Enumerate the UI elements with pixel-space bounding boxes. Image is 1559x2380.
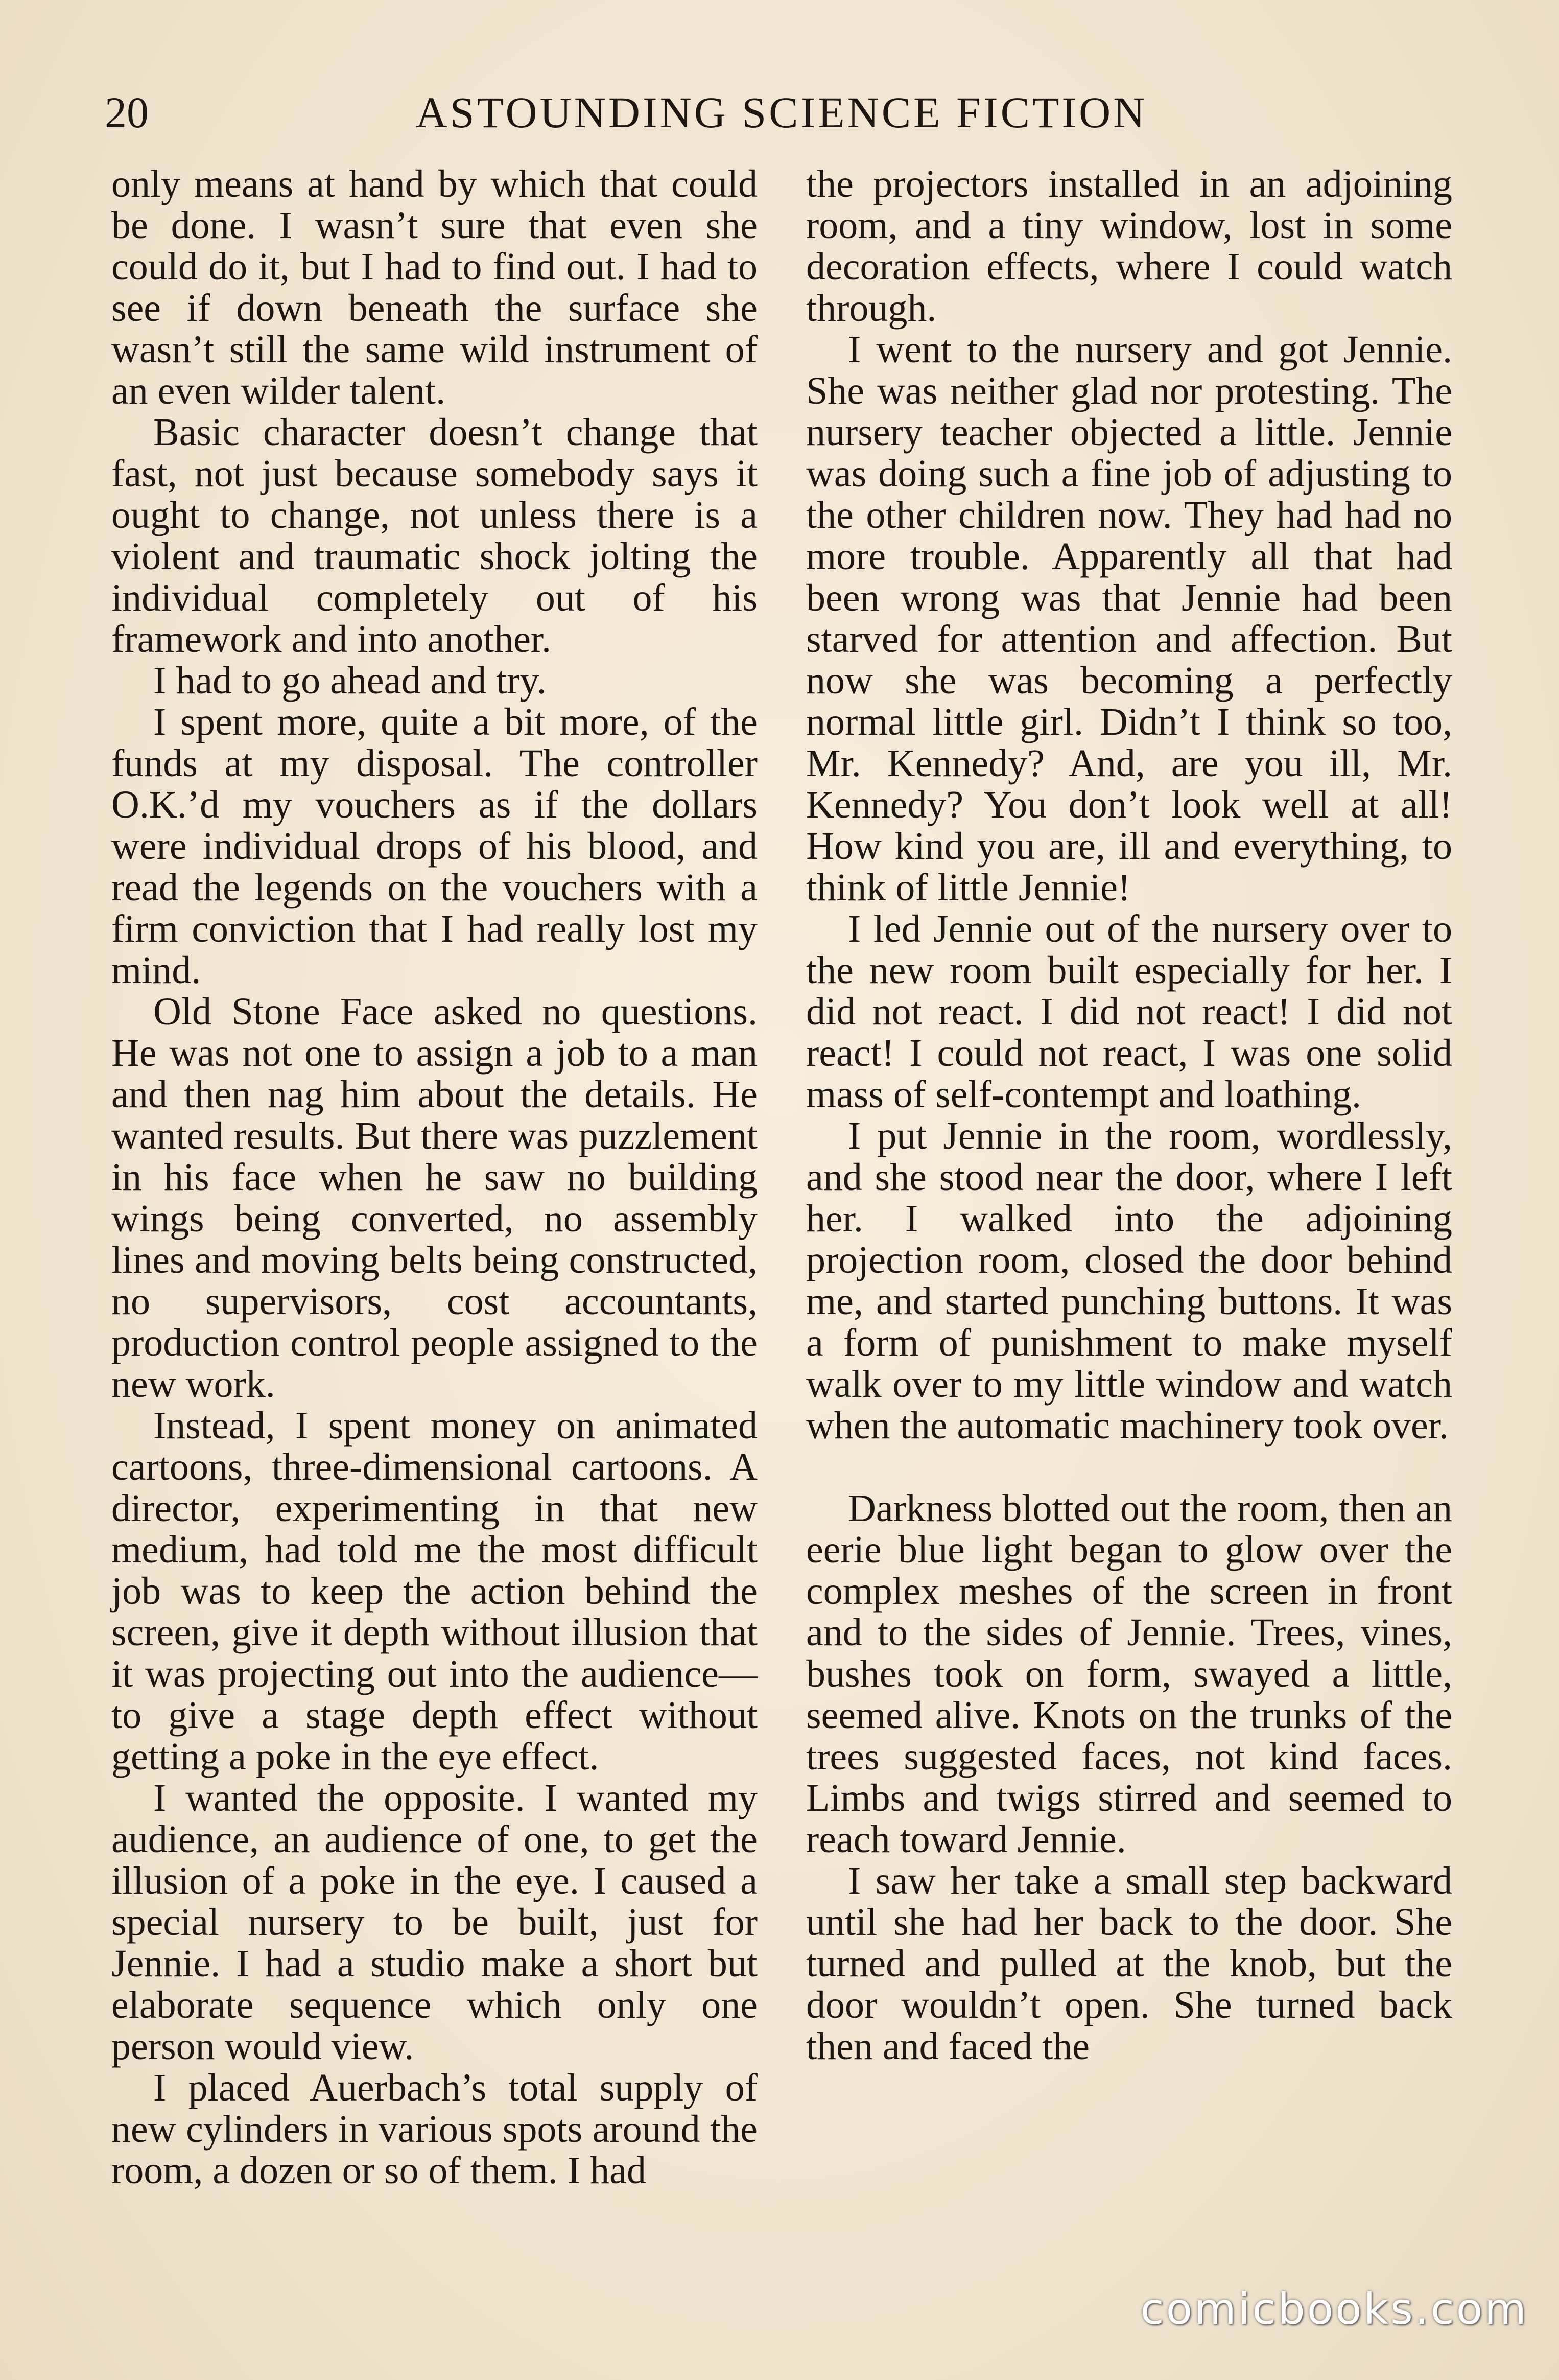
running-head: ASTOUNDING SCIENCE FICTION [415,88,1148,137]
paragraph: only means at hand by which that could be done. I wasn’t sure that even she could do it, but I had to find out. I had to see if down beneath the surface she wasn’t still the same wild instrument of an even wilder talent. [111,162,758,412]
page-number: 20 [105,88,149,137]
paragraph: I spent more, quite a bit more, of the funds at my disposal. The controller O.K.’d my vouchers as if the dollars were individual drops of his blood, and read the legends on the vouchers with a firm conviction that I had really lost my mind. [111,701,758,992]
paragraph: Basic character doesn’t change that fast, not just because somebody says it ought to change, not unless there is a violent and traumatic shock jolting the individual completely out of his framework and into another. [111,411,758,661]
paragraph: Instead, I spent money on animated cartoons, three-dimensional cartoons. A director, experimenting in that new medium, had told me the most difficult job was to keep the action behind the screen, give it depth without illusion that it was projecting out into the audience—to give a stage depth effect without getting a poke in the eye effect. [111,1404,758,1778]
paragraph: I had to go ahead and try. [153,659,547,702]
paragraph: the projectors installed in an adjoining room, and a tiny window, lost in some decoration effects, where I could watch through. [806,162,1452,330]
paragraph: I went to the nursery and got Jennie. She was neither glad nor protesting. The nursery teacher objected a little. Jennie was doing such a fine job of adjusting to the other children now. They had had no more trouble. Apparently all that had been wrong was that Jennie had been starved for attention and affection. But now she was becoming a perfectly normal little girl. Didn’t I think so too, Mr. Kennedy? And, are you ill, Mr. Kennedy? You don’t look well at all! How kind you are, ill and everything, to think of little Jennie! [806,328,1452,909]
paragraph: I wanted the opposite. I wanted my audience, an audience of one, to get the illusion of a poke in the eye. I caused a special nursery to be built, just for Jennie. I had a studio make a short but elaborate sequence which only one person would view. [111,1777,758,2068]
right-column [806,164,1452,2067]
watermark: comicbooks.com [1140,2284,1528,2334]
paragraph: I placed Auerbach’s total supply of new cylinders in various spots around the room, a dozen or so of them. I had [111,2066,758,2192]
paragraph: Darkness blotted out the room, then an eerie blue light began to glow over the complex meshes of the screen in front and to the sides of Jennie. Trees, vines, bushes took on form, swayed a little, seemed alive. Knots on the trunks of the trees suggested faces, not kind faces. Limbs and twigs stirred and seemed to reach toward Jennie. [806,1487,1452,1861]
paragraph: I led Jennie out of the nursery over to the new room built especially for her. I did not react. I did not react! I did not react! I could not react, I was one solid mass of self-contempt and loathing. [806,907,1452,1116]
paragraph: I put Jennie in the room, wordlessly, and she stood near the door, where I left her. I walked into the adjoining projection room, closed the door behind me, and started punching buttons. It was a form of punishment to make myself walk over to my little window and watch when the automatic machinery took over. [806,1114,1452,1447]
left-column [111,164,758,2191]
paragraph: I saw her take a small step backward until she had her back to the door. She turned and pulled at the knob, but the door wouldn’t open. She turned back then and faced the [806,1859,1452,2068]
paragraph: Old Stone Face asked no questions. He was not one to assign a job to a man and then nag him about the details. He wanted results. But there was puzzlement in his face when he saw no building wings being converted, no assembly lines and moving belts being constructed, no supervisors, cost accountants, production control people assigned to the new work. [111,990,758,1406]
